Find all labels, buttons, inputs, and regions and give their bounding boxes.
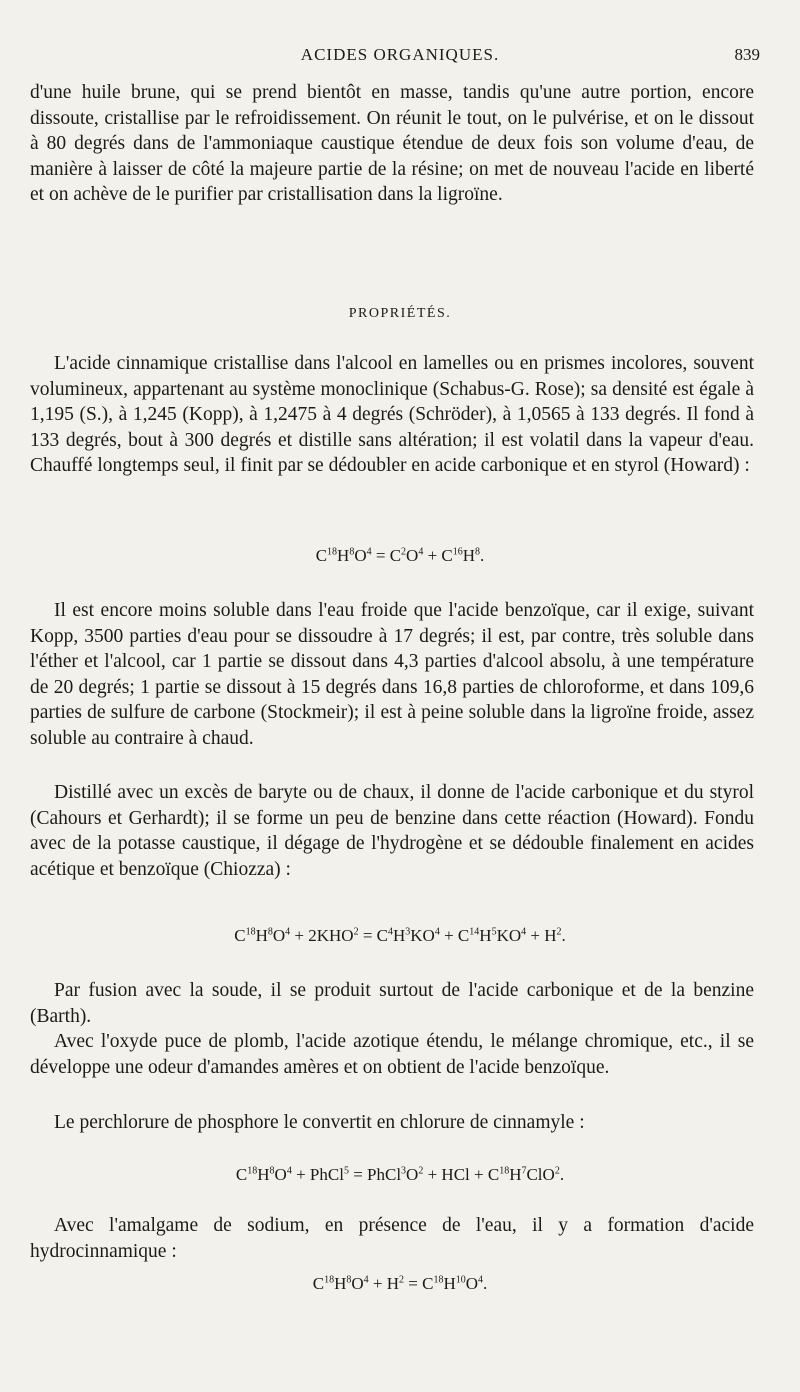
equation-cinnamyl-chloride: $C^{18}H^8O^4$ + PhCl$^5$ = $PhCl^3O^2$ + HCl + $C^{18}H^7ClO^2$. <box>235 1165 565 1184</box>
paragraph-oxidation <box>30 1029 754 1080</box>
equation-decomposition: $C^{18}H^8O^4 = C^2O^4 + C^{16}H^8$. <box>315 546 485 565</box>
paragraph-solubility <box>30 598 754 752</box>
equation-hydrocinnamic: $C^{18}H^8O^4 + H^2 = C^{18}H^{10}O^4$. <box>312 1274 488 1293</box>
paragraph-perchloride <box>30 1110 754 1136</box>
paragraph-text: Il est encore moins soluble dans l'eau froide que l'acide benzoïque, car il exige, suivant Kopp, 3500 parties d'eau pour se dissoudre à 17 degrés; il est, par contre, très soluble dans l'éther et l'alcool, car 1 partie se dissout dans 4,3 parties d'alcool absolu, à une température de 20 degrés; 1 partie se dissout à 15 degrés dans 16,8 parties de chloroforme, et dans 109,6 parties de sulfure de carbone (Stockmeir); il est à peine soluble dans la ligroïne froide, assez soluble au contraire à chaud. <box>30 600 754 749</box>
section-title: PROPRIÉTÉS. <box>348 306 452 321</box>
paragraph-text: Par fusion avec la soude, il se produit surtout de l'acide carbonique et de la benzine (Barth). <box>30 980 754 1027</box>
paragraph-text: d'une huile brune, qui se prend bientôt en masse, tandis qu'une autre portion, encore dissoute, cristallise par le refroidissement. On réunit le tout, on le pulvérise, et on le dissout à 80 degrés dans de l'ammoniaque caustique étendue de deux fois son volume d'eau, de manière à laisser de côté la majeure partie de la résine; on met de nouveau l'acide en liberté et on achève de le purifier par cristallisation dans la ligroïne. <box>30 82 754 206</box>
page-header <box>0 45 800 69</box>
running-title: ACIDES ORGANIQUES. <box>300 45 500 64</box>
paragraph-text: Avec l'amalgame de sodium, en présence de l'eau, il y a formation d'acide hydrocinnamique : <box>30 1215 754 1262</box>
paragraph-text: Distillé avec un excès de baryte ou de chaux, il donne de l'acide carbonique et du styrol (Cahours et Gerhardt); il se forme un peu de benzine dans cette réaction (Howard). Fondu avec de la potasse caustique, il dégage de l'hydrogène et se dédouble finalement en acides acétique et benzoïque (Chiozza) : <box>30 782 754 880</box>
paragraph-distillation <box>30 780 754 882</box>
page-number: 839 <box>734 45 760 64</box>
paragraph-text: L'acide cinnamique cristallise dans l'alcool en lamelles ou en prismes incolores, souvent volumineux, appartenant au système monoclinique (Schabus-G. Rose); sa densité est égale à 1,195 (S.), à 1,245 (Kopp), à 1,2475 à 4 degrés (Schröder), à 1,0565 à 133 degrés. Il fond à 133 degrés, bout à 300 degrés et distille sans altération; il est volatil dans la vapeur d'eau. Chauffé longtemps seul, il finit par se dédoubler en acide carbonique et en styrol (Howard) : <box>30 353 754 477</box>
paragraph-properties <box>30 351 754 479</box>
paragraph-intro <box>30 80 754 208</box>
paragraph-sodium-amalgam <box>30 1213 754 1264</box>
equation-potash-fusion: $C^{18}H^8O^4 + 2KHO^2 = C^4H^3KO^4 + C^{14}H^5KO^4 + H^2$. <box>234 926 566 945</box>
paragraph-text: Avec l'oxyde puce de plomb, l'acide azotique étendu, le mélange chromique, etc., il se développe une odeur d'amandes amères et on obtient de l'acide benzoïque. <box>30 1031 754 1078</box>
paragraph-soda-fusion <box>30 978 754 1029</box>
paragraph-text: Le perchlorure de phosphore le convertit en chlorure de cinnamyle : <box>54 1112 585 1133</box>
